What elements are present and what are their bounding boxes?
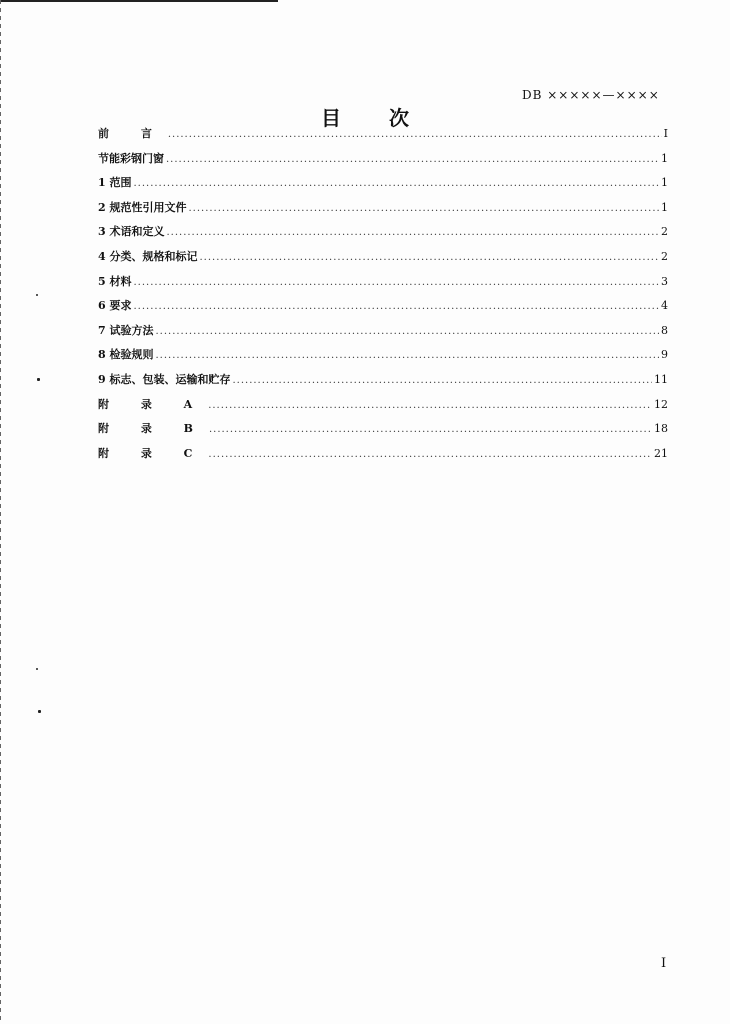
toc-entry[interactable]: [98, 196, 668, 221]
toc-entry-label: 5 材料: [98, 274, 132, 288]
toc-entry-label: 8 检验规则: [98, 348, 154, 362]
toc-leader-dots: [155, 344, 659, 369]
toc-entry-page: 3: [661, 274, 668, 288]
toc-entry[interactable]: [98, 147, 668, 172]
toc-entry[interactable]: [98, 417, 668, 442]
toc-leader-dots: [166, 221, 659, 246]
toc-entry-label: 6 要求: [98, 299, 132, 313]
toc-entry-page: 1: [661, 176, 668, 190]
toc-entry-page: 1: [661, 200, 668, 214]
toc-leader-dots: [133, 271, 659, 296]
toc-entry[interactable]: [98, 294, 668, 319]
toc-title: 目次: [321, 106, 457, 130]
toc-entry-page: 4: [661, 299, 668, 313]
toc-entry[interactable]: [98, 245, 668, 270]
toc-entry-page: 21: [654, 446, 668, 460]
toc-entry[interactable]: [98, 171, 668, 196]
toc-entry-label: 7 试验方法: [98, 323, 154, 337]
toc-leader-dots: [155, 320, 659, 345]
top-rule: [0, 0, 278, 2]
toc-leader-dots: [232, 369, 652, 394]
toc-entry-page: 9: [661, 348, 668, 362]
scan-speck: [38, 710, 41, 713]
toc-entry-page: 18: [654, 422, 668, 436]
toc-entry-label: 节能彩钢门窗: [98, 151, 164, 165]
toc-entry-page: 2: [661, 249, 668, 263]
toc-entry-page: 8: [661, 323, 668, 337]
scan-left-edge: [0, 0, 1, 1024]
toc-entry-page: 11: [654, 372, 668, 386]
scan-speck: [36, 668, 38, 670]
toc-leader-dots: [133, 172, 659, 197]
toc-entry[interactable]: [98, 270, 668, 295]
toc-entry[interactable]: [98, 368, 668, 393]
toc-entry-label: 前 言: [98, 127, 166, 140]
toc-entry[interactable]: [98, 122, 668, 147]
toc-entry[interactable]: [98, 393, 668, 418]
toc-entry[interactable]: [98, 442, 668, 467]
toc-entry-label: 1 范围: [98, 176, 132, 190]
toc-entry-page: 12: [654, 397, 668, 411]
toc-leader-dots: [168, 123, 662, 148]
toc-list: [98, 122, 668, 466]
toc-leader-dots: [209, 418, 652, 443]
toc-leader-dots: [133, 295, 659, 320]
toc-leader-dots: [208, 443, 652, 468]
toc-entry-label: 附 录 A: [98, 397, 207, 411]
page-number: I: [661, 956, 667, 971]
toc-entry-label: 3 术语和定义: [98, 225, 165, 239]
scan-speck: [37, 378, 40, 381]
toc-entry-label: 附 录 B: [98, 422, 207, 436]
document-code: DB ×××××—××××: [522, 88, 660, 102]
toc-leader-dots: [166, 148, 659, 173]
scan-speck: [36, 294, 38, 296]
toc-entry[interactable]: [98, 319, 668, 344]
toc-entry-label: 9 标志、包装、运输和贮存: [98, 372, 231, 386]
toc-entry[interactable]: [98, 343, 668, 368]
toc-leader-dots: [208, 394, 652, 419]
toc-entry-page: 2: [661, 225, 668, 239]
toc-entry-label: 4 分类、规格和标记: [98, 249, 198, 263]
toc-leader-dots: [199, 246, 659, 271]
toc-entry-label: 附 录 C: [98, 446, 207, 460]
toc-entry-label: 2 规范性引用文件: [98, 200, 187, 214]
toc-entry-page: I: [663, 127, 668, 140]
toc-entry-page: 1: [661, 151, 668, 165]
toc-entry[interactable]: [98, 220, 668, 245]
toc-leader-dots: [188, 197, 659, 222]
